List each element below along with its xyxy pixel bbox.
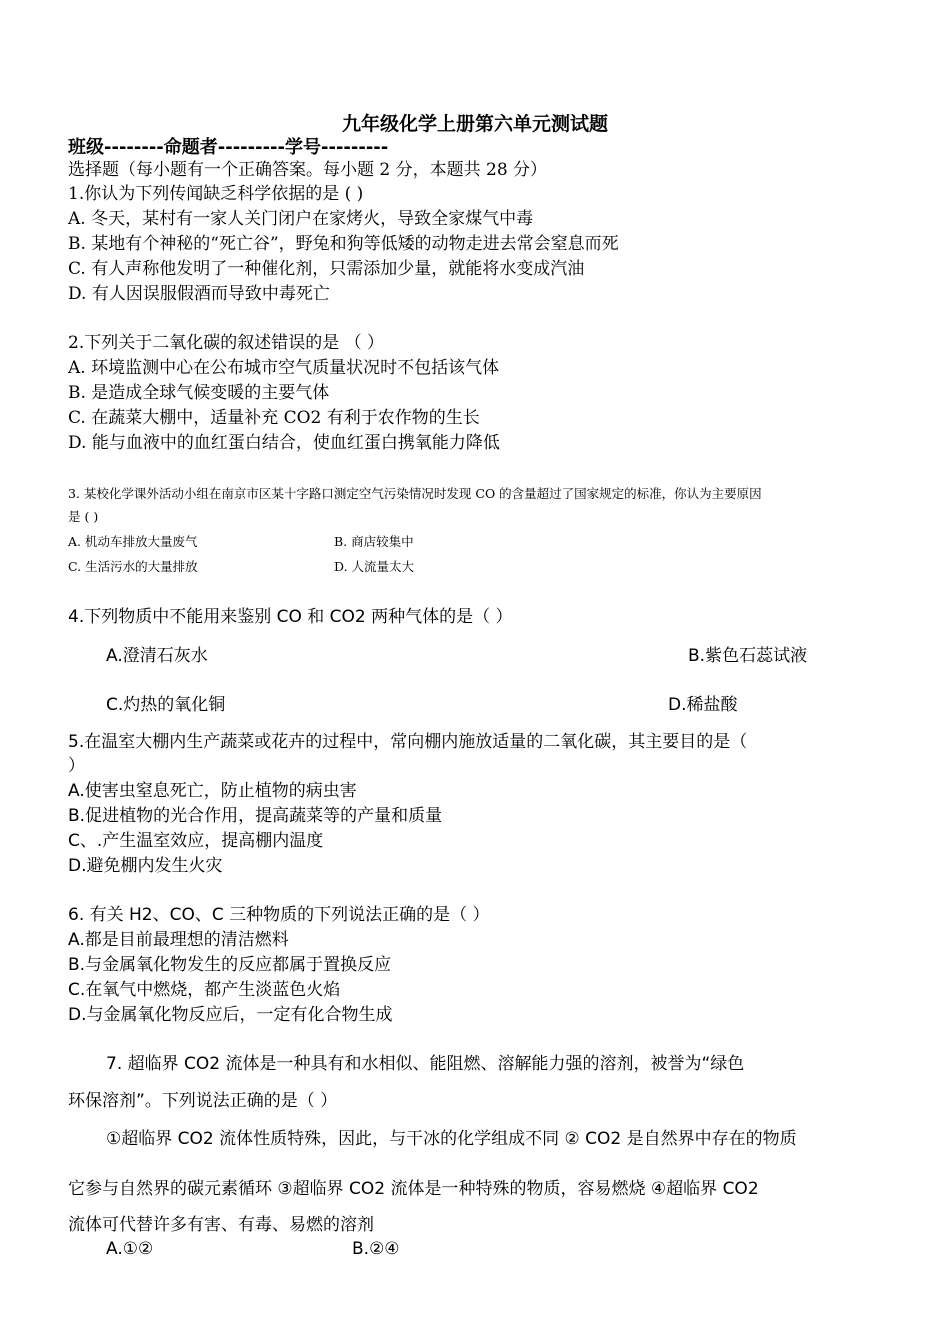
- q3-stem-cont: 是 ( ): [68, 509, 99, 524]
- q3-option-d: D. 人流量太大: [334, 559, 415, 574]
- q7-statement-line-1: ①超临界 CO2 流体性质特殊，因此，与干冰的化学组成不同 ② CO2 是自然界中存在的物质: [106, 1129, 797, 1149]
- q3-option-a: A. 机动车排放大量废气: [68, 534, 198, 549]
- q2-option-b: B. 是造成全球气候变暖的主要气体: [68, 383, 330, 403]
- page-title: 九年级化学上册第六单元测试题: [341, 113, 608, 135]
- q7-statement-line-3: 流体可代替许多有害、有毒、易燃的溶剂: [68, 1215, 374, 1235]
- instructions: 选择题（每小题有一个正确答案。每小题 2 分，本题共 28 分）: [68, 160, 548, 180]
- q3-option-b: B. 商店较集中: [334, 534, 414, 549]
- q4-option-d: D.稀盐酸: [668, 695, 738, 715]
- q6-option-c: C.在氧气中燃烧，都产生淡蓝色火焰: [68, 980, 341, 1000]
- q2-stem: 2.下列关于二氧化碳的叙述错误的是 （ ）: [68, 333, 385, 353]
- q6-stem: 6. 有关 H2、CO、C 三种物质的下列说法正确的是（ ）: [68, 905, 490, 925]
- q5-option-a: A.使害虫窒息死亡，防止植物的病虫害: [68, 781, 357, 801]
- q2-option-d: D. 能与血液中的血红蛋白结合，使血红蛋白携氧能力降低: [68, 433, 500, 453]
- q5-stem-cont: ）: [68, 756, 85, 776]
- q3-stem: 3. 某校化学课外活动小组在南京市区某十字路口测定空气污染情况时发现 CO 的含量超过了国家规定的标准，你认为主要原因: [68, 486, 762, 501]
- q6-option-b: B.与金属氧化物发生的反应都属于置换反应: [68, 955, 392, 975]
- q7-option-a: A.①②: [106, 1239, 154, 1259]
- q1-stem: 1.你认为下列传闻缺乏科学依据的是 ( ): [68, 184, 364, 204]
- q3-option-c: C. 生活污水的大量排放: [68, 559, 198, 574]
- q1-option-d: D. 有人因误服假酒而导致中毒死亡: [68, 284, 330, 304]
- q6-option-d: D.与金属氧化物反应后，一定有化合物生成: [68, 1005, 393, 1025]
- q4-option-b: B.紫色石蕊试液: [688, 646, 808, 666]
- q5-option-b: B.促进植物的光合作用，提高蔬菜等的产量和质量: [68, 806, 443, 826]
- q4-stem: 4.下列物质中不能用来鉴别 CO 和 CO2 两种气体的是（ ）: [68, 607, 513, 627]
- exam-header: 班级--------命题者---------学号---------: [68, 137, 389, 158]
- q2-option-c: C. 在蔬菜大棚中，适量补充 CO2 有利于农作物的生长: [68, 408, 480, 428]
- q7-statement-line-2: 它参与自然界的碳元素循环 ③超临界 CO2 流体是一种特殊的物质，容易燃烧 ④超临界 CO2: [68, 1179, 759, 1199]
- q5-option-c: C、.产生温室效应，提高棚内温度: [68, 831, 324, 851]
- q5-option-d: D.避免棚内发生火灾: [68, 856, 223, 876]
- q1-option-b: B. 某地有个神秘的“死亡谷”，野兔和狗等低矮的动物走进去常会窒息而死: [68, 234, 619, 254]
- q7-stem-cont: 环保溶剂”。下列说法正确的是（ ）: [68, 1091, 338, 1111]
- q1-option-c: C. 有人声称他发明了一种催化剂，只需添加少量，就能将水变成汽油: [68, 259, 585, 279]
- q7-stem: 7. 超临界 CO2 流体是一种具有和水相似、能阻燃、溶解能力强的溶剂，被誉为“绿色: [106, 1054, 745, 1074]
- q4-option-a: A.澄清石灰水: [106, 646, 208, 666]
- q7-option-b: B.②④: [352, 1239, 400, 1259]
- q5-stem: 5.在温室大棚内生产蔬菜或花卉的过程中，常向棚内施放适量的二氧化碳，其主要目的是（: [68, 732, 748, 752]
- q6-option-a: A.都是目前最理想的清洁燃料: [68, 930, 289, 950]
- q2-option-a: A. 环境监测中心在公布城市空气质量状况时不包括该气体: [68, 358, 500, 378]
- q1-option-a: A. 冬天，某村有一家人关门闭户在家烤火，导致全家煤气中毒: [68, 209, 534, 229]
- q4-option-c: C.灼热的氧化铜: [106, 695, 226, 715]
